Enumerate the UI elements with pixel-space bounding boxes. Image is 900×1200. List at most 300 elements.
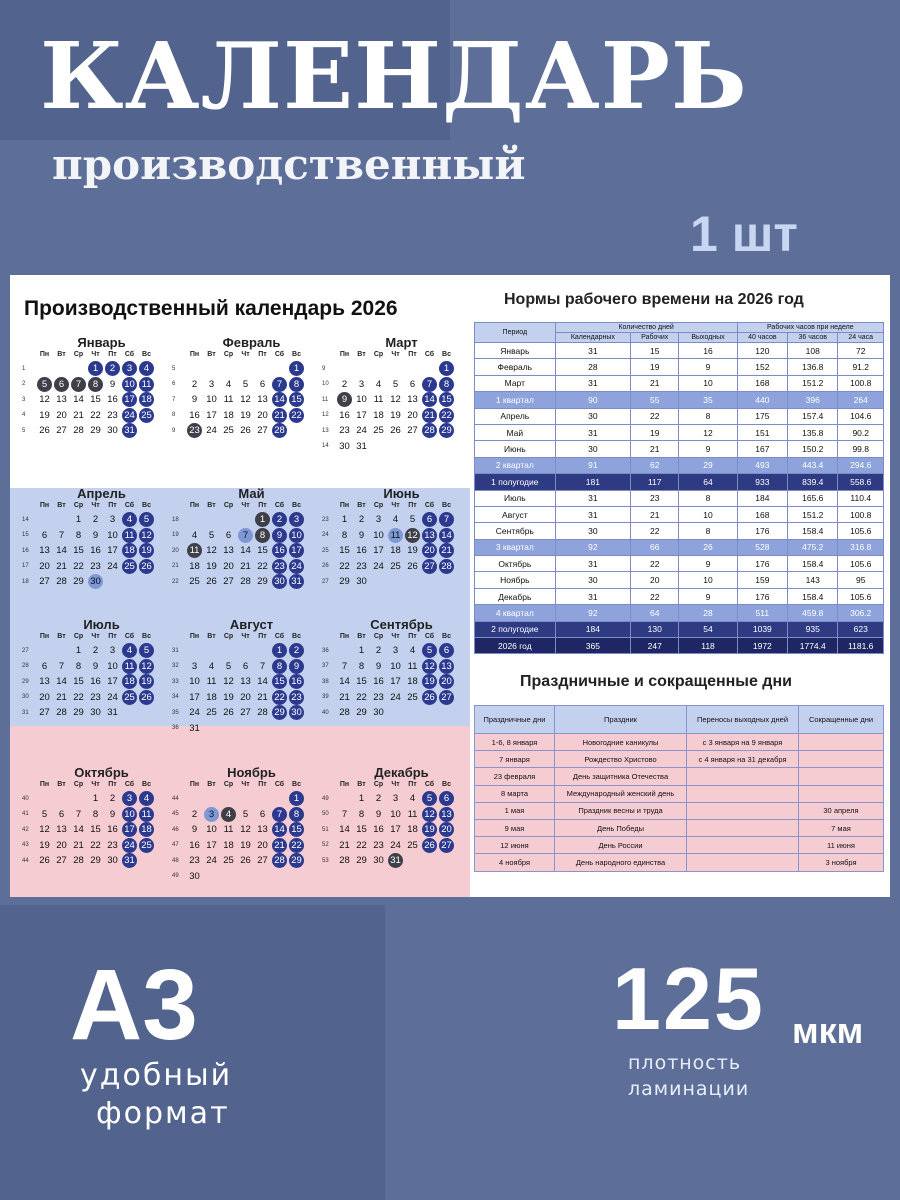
empty-cell bbox=[387, 705, 404, 720]
norms-period-cell: 2 полугодие bbox=[475, 621, 556, 637]
weekday-header bbox=[186, 502, 317, 512]
empty-cell bbox=[421, 705, 438, 720]
week-number: 23 bbox=[322, 516, 329, 523]
holiday-row bbox=[475, 802, 884, 819]
norms-value-cell: 264 bbox=[838, 392, 884, 408]
empty-cell bbox=[186, 791, 203, 806]
day-cell: 30 bbox=[373, 855, 384, 867]
day-cell: 14 bbox=[56, 545, 67, 557]
empty-cell bbox=[220, 869, 237, 884]
day-cell: 27 bbox=[56, 425, 67, 437]
norms-value-cell: 168 bbox=[737, 506, 787, 522]
empty-cell bbox=[288, 869, 305, 884]
norms-value-cell: 1972 bbox=[737, 638, 787, 654]
day-off: 12 bbox=[422, 659, 437, 674]
week-number: 27 bbox=[322, 578, 329, 585]
day-cell: 6 bbox=[41, 660, 48, 672]
day-cell: 28 bbox=[339, 707, 350, 719]
week-row bbox=[322, 791, 467, 807]
empty-cell bbox=[36, 361, 53, 376]
day-cell: 12 bbox=[206, 545, 217, 557]
holiday-cell: 23 февраля bbox=[475, 768, 555, 785]
empty-cell bbox=[438, 574, 455, 589]
norms-period-cell: Август bbox=[475, 506, 556, 522]
weekday-label: Вт bbox=[357, 351, 366, 358]
weekday-label: Сб bbox=[274, 502, 285, 509]
day-cell: 22 bbox=[257, 560, 268, 572]
month-name: Март bbox=[385, 335, 418, 350]
norms-value-cell: 19 bbox=[631, 359, 679, 375]
day-cell: 19 bbox=[206, 560, 217, 572]
weekday-label: Вс bbox=[442, 781, 451, 788]
day-cell: 23 bbox=[356, 560, 367, 572]
day-cell: 16 bbox=[90, 545, 101, 557]
day-cell: 27 bbox=[56, 855, 67, 867]
week-row bbox=[172, 822, 317, 838]
week-row bbox=[172, 690, 317, 706]
day-off: 3 bbox=[122, 361, 137, 376]
day-cell: 30 bbox=[189, 870, 200, 882]
weekday-label: Пн bbox=[189, 633, 200, 640]
day-cell: 20 bbox=[257, 839, 268, 851]
day-cell: 16 bbox=[189, 409, 200, 421]
week-number: 44 bbox=[22, 857, 29, 864]
holidays-table bbox=[474, 705, 884, 872]
weekday-label: Вт bbox=[207, 351, 216, 358]
weekday-label: Сб bbox=[424, 351, 435, 358]
day-off: 8 bbox=[272, 659, 287, 674]
day-cell: 9 bbox=[191, 394, 198, 406]
weekday-label: Ср bbox=[373, 781, 384, 788]
holiday-cell bbox=[687, 802, 799, 819]
week-number: 40 bbox=[322, 709, 329, 716]
norms-value-cell: 933 bbox=[737, 474, 787, 490]
norms-value-cell: 62 bbox=[631, 457, 679, 473]
day-cell: 23 bbox=[90, 691, 101, 703]
weekday-label: Ср bbox=[223, 351, 234, 358]
day-cell: 12 bbox=[39, 394, 50, 406]
day-cell: 17 bbox=[390, 676, 401, 688]
month-name: Июль bbox=[83, 617, 120, 632]
day-cell: 28 bbox=[73, 855, 84, 867]
day-cell: 13 bbox=[240, 676, 251, 688]
day-cell: 21 bbox=[339, 839, 350, 851]
norms-value-cell: 90.2 bbox=[838, 424, 884, 440]
month-name: Май bbox=[238, 486, 265, 501]
day-cell: 18 bbox=[189, 560, 200, 572]
month-block bbox=[172, 335, 317, 439]
day-cell: 14 bbox=[257, 676, 268, 688]
week-row bbox=[22, 807, 167, 823]
day-off: 5 bbox=[139, 512, 154, 527]
day-cell: 2 bbox=[375, 793, 382, 805]
weekday-label: Чт bbox=[91, 633, 100, 640]
week-row bbox=[172, 721, 317, 737]
weekday-label: Чт bbox=[241, 502, 250, 509]
holidays-head-transfers: Переносы выходных дней bbox=[687, 706, 799, 734]
week-row bbox=[172, 643, 317, 659]
empty-cell bbox=[237, 643, 254, 658]
empty-cell bbox=[237, 512, 254, 527]
week-number: 50 bbox=[322, 811, 329, 818]
weekday-label: Сб bbox=[274, 781, 285, 788]
norms-col-work: Рабочих bbox=[631, 333, 679, 343]
week-number: 15 bbox=[22, 532, 29, 539]
norms-value-cell: 31 bbox=[555, 556, 630, 572]
norms-period-cell: Сентябрь bbox=[475, 523, 556, 539]
day-off: 7 bbox=[439, 512, 454, 527]
empty-cell bbox=[138, 853, 155, 868]
week-number: 16 bbox=[22, 547, 29, 554]
norms-col-off: Выходных bbox=[679, 333, 737, 343]
holiday-day: 7 bbox=[71, 377, 86, 392]
day-cell: 16 bbox=[189, 839, 200, 851]
weekday-label: Вс bbox=[442, 502, 451, 509]
day-cell: 5 bbox=[208, 529, 215, 541]
weekday-label: Пн bbox=[339, 781, 350, 788]
week-number: 20 bbox=[172, 547, 179, 554]
day-cell: 26 bbox=[240, 425, 251, 437]
holiday-cell: 12 июня bbox=[475, 837, 555, 854]
weekday-label: Ср bbox=[223, 781, 234, 788]
week-number: 18 bbox=[22, 578, 29, 585]
day-cell: 2 bbox=[341, 378, 348, 390]
empty-cell bbox=[271, 869, 288, 884]
week-row bbox=[322, 439, 467, 455]
week-number: 52 bbox=[322, 842, 329, 849]
week-number: 47 bbox=[172, 842, 179, 849]
day-cell: 28 bbox=[339, 855, 350, 867]
day-off: 5 bbox=[139, 643, 154, 658]
norms-value-cell: 10 bbox=[679, 375, 737, 391]
empty-cell bbox=[203, 721, 220, 736]
holiday-cell bbox=[799, 785, 884, 802]
day-cell: 17 bbox=[107, 676, 118, 688]
norms-value-cell: 10 bbox=[679, 506, 737, 522]
norms-value-cell: 396 bbox=[788, 392, 838, 408]
norms-row bbox=[475, 359, 884, 375]
day-cell: 23 bbox=[107, 839, 118, 851]
short-day: 11 bbox=[388, 528, 403, 543]
norms-period-cell: Март bbox=[475, 375, 556, 391]
density-caption-1: плотность bbox=[628, 1052, 742, 1074]
day-off: 24 bbox=[289, 559, 304, 574]
norms-value-cell: 92 bbox=[555, 539, 630, 555]
weekday-label: Чт bbox=[241, 351, 250, 358]
day-cell: 2 bbox=[92, 514, 99, 526]
weekday-label: Вт bbox=[207, 781, 216, 788]
day-cell: 19 bbox=[240, 839, 251, 851]
day-cell: 9 bbox=[191, 824, 198, 836]
day-off: 17 bbox=[122, 392, 137, 407]
day-cell: 29 bbox=[339, 576, 350, 588]
norms-value-cell: 135.8 bbox=[788, 424, 838, 440]
norms-value-cell: 22 bbox=[631, 556, 679, 572]
day-off: 13 bbox=[439, 807, 454, 822]
week-number: 5 bbox=[172, 365, 176, 372]
day-cell: 17 bbox=[373, 545, 384, 557]
day-cell: 26 bbox=[240, 855, 251, 867]
density-caption-2: ламинации bbox=[628, 1078, 750, 1100]
day-off: 8 bbox=[289, 807, 304, 822]
month-name: Ноябрь bbox=[227, 765, 276, 780]
week-number: 2 bbox=[22, 381, 26, 388]
week-row bbox=[22, 838, 167, 854]
day-cell: 28 bbox=[240, 576, 251, 588]
weekday-label: Чт bbox=[241, 633, 250, 640]
day-cell: 11 bbox=[223, 394, 234, 406]
day-off: 20 bbox=[439, 674, 454, 689]
norms-value-cell: 459.8 bbox=[788, 605, 838, 621]
day-cell: 30 bbox=[107, 855, 118, 867]
week-number: 34 bbox=[172, 694, 179, 701]
weekday-label: Вс bbox=[292, 351, 301, 358]
day-off: 28 bbox=[439, 559, 454, 574]
day-cell: 21 bbox=[56, 560, 67, 572]
day-off: 10 bbox=[122, 377, 137, 392]
day-off: 14 bbox=[422, 392, 437, 407]
norms-value-cell: 1039 bbox=[737, 621, 787, 637]
week-number: 38 bbox=[322, 678, 329, 685]
empty-cell bbox=[53, 361, 70, 376]
week-number: 21 bbox=[172, 563, 179, 570]
day-cell: 6 bbox=[259, 808, 266, 820]
week-row bbox=[322, 528, 467, 544]
day-cell: 2 bbox=[191, 808, 198, 820]
day-cell: 1 bbox=[75, 645, 82, 657]
norms-value-cell: 100.8 bbox=[838, 506, 884, 522]
holiday-cell bbox=[687, 837, 799, 854]
day-cell: 17 bbox=[390, 824, 401, 836]
week-number: 41 bbox=[22, 811, 29, 818]
norms-period-cell: 2026 год bbox=[475, 638, 556, 654]
holiday-cell: День Победы bbox=[555, 819, 687, 836]
day-cell: 14 bbox=[73, 394, 84, 406]
week-row bbox=[322, 807, 467, 823]
week-number: 4 bbox=[22, 412, 26, 419]
norms-value-cell: 22 bbox=[631, 523, 679, 539]
weekday-label: Ср bbox=[73, 502, 84, 509]
day-off: 8 bbox=[439, 377, 454, 392]
day-off: 6 bbox=[439, 791, 454, 806]
month-block bbox=[22, 617, 167, 721]
day-cell: 9 bbox=[375, 808, 382, 820]
day-cell: 29 bbox=[73, 576, 84, 588]
empty-cell bbox=[53, 791, 70, 806]
norms-value-cell: 117 bbox=[631, 474, 679, 490]
day-off: 30 bbox=[289, 705, 304, 720]
week-row bbox=[22, 822, 167, 838]
day-cell: 20 bbox=[240, 691, 251, 703]
day-cell: 10 bbox=[390, 808, 401, 820]
weekday-label: Вс bbox=[142, 351, 151, 358]
day-off: 1 bbox=[289, 361, 304, 376]
day-off: 15 bbox=[289, 392, 304, 407]
norms-value-cell: 152 bbox=[737, 359, 787, 375]
empty-cell bbox=[271, 361, 288, 376]
week-row bbox=[172, 377, 317, 393]
weekday-header bbox=[36, 633, 167, 643]
norms-row bbox=[475, 490, 884, 506]
norms-value-cell: 20 bbox=[631, 572, 679, 588]
day-cell: 21 bbox=[73, 839, 84, 851]
day-cell: 6 bbox=[41, 529, 48, 541]
day-cell: 5 bbox=[41, 808, 48, 820]
day-cell: 25 bbox=[390, 560, 401, 572]
week-number: 31 bbox=[172, 647, 179, 654]
day-cell: 3 bbox=[208, 378, 215, 390]
norms-value-cell: 159 bbox=[737, 572, 787, 588]
empty-cell bbox=[70, 791, 87, 806]
week-number: 1 bbox=[22, 365, 26, 372]
day-off: 4 bbox=[139, 361, 154, 376]
week-number: 49 bbox=[172, 873, 179, 880]
day-off: 16 bbox=[272, 543, 287, 558]
holiday-day: 4 bbox=[221, 807, 236, 822]
weekday-label: Вс bbox=[442, 633, 451, 640]
day-cell: 12 bbox=[240, 824, 251, 836]
norms-value-cell: 31 bbox=[555, 375, 630, 391]
month-block bbox=[172, 486, 317, 590]
norms-title: Нормы рабочего времени на 2026 год bbox=[504, 291, 804, 308]
weekday-label: Вт bbox=[207, 633, 216, 640]
week-number: 8 bbox=[172, 412, 176, 419]
day-cell: 16 bbox=[90, 676, 101, 688]
holiday-cell: 11 июня bbox=[799, 837, 884, 854]
weekday-label: Сб bbox=[274, 351, 285, 358]
norms-period-cell: Декабрь bbox=[475, 588, 556, 604]
norms-value-cell: 108 bbox=[788, 343, 838, 359]
day-cell: 4 bbox=[208, 660, 215, 672]
norms-row bbox=[475, 572, 884, 588]
week-row bbox=[22, 392, 167, 408]
norms-head-days: Количество дней bbox=[555, 323, 737, 333]
week-row bbox=[322, 559, 467, 575]
month-name: Январь bbox=[77, 335, 126, 350]
norms-value-cell: 839.4 bbox=[788, 474, 838, 490]
weekday-label: Ср bbox=[73, 633, 84, 640]
product-title: КАЛЕНДАРЬ bbox=[40, 22, 748, 130]
day-cell: 8 bbox=[358, 808, 365, 820]
day-off: 25 bbox=[122, 559, 137, 574]
week-number: 9 bbox=[172, 427, 176, 434]
day-off: 3 bbox=[122, 791, 137, 806]
day-cell: 10 bbox=[206, 394, 217, 406]
week-number: 44 bbox=[172, 795, 179, 802]
day-cell: 12 bbox=[39, 824, 50, 836]
empty-cell bbox=[203, 361, 220, 376]
day-cell: 20 bbox=[257, 409, 268, 421]
week-row bbox=[22, 643, 167, 659]
day-cell: 22 bbox=[356, 691, 367, 703]
empty-cell bbox=[404, 361, 421, 376]
weekday-label: Ср bbox=[373, 633, 384, 640]
day-cell: 12 bbox=[390, 394, 401, 406]
day-cell: 29 bbox=[90, 855, 101, 867]
week-number: 39 bbox=[322, 694, 329, 701]
weekday-header bbox=[336, 502, 467, 512]
holiday-cell: 9 мая bbox=[475, 819, 555, 836]
empty-cell bbox=[220, 791, 237, 806]
norms-value-cell: 15 bbox=[631, 343, 679, 359]
day-cell: 29 bbox=[73, 707, 84, 719]
day-off: 11 bbox=[139, 377, 154, 392]
day-off: 24 bbox=[122, 838, 137, 853]
day-cell: 11 bbox=[373, 394, 384, 406]
weekday-label: Вт bbox=[57, 502, 66, 509]
day-cell: 15 bbox=[339, 545, 350, 557]
day-cell: 28 bbox=[257, 707, 268, 719]
day-off: 7 bbox=[272, 807, 287, 822]
day-cell: 16 bbox=[107, 394, 118, 406]
week-number: 29 bbox=[22, 678, 29, 685]
day-cell: 26 bbox=[223, 707, 234, 719]
day-cell: 6 bbox=[409, 378, 416, 390]
month-block bbox=[22, 335, 167, 439]
week-row bbox=[22, 408, 167, 424]
day-cell: 5 bbox=[392, 378, 399, 390]
week-row bbox=[172, 838, 317, 854]
weekday-label: Вс bbox=[292, 502, 301, 509]
day-off: 28 bbox=[272, 853, 287, 868]
day-cell: 26 bbox=[390, 425, 401, 437]
empty-cell bbox=[138, 574, 155, 589]
holiday-cell bbox=[799, 751, 884, 768]
month-name: Октябрь bbox=[74, 765, 129, 780]
day-off: 1 bbox=[439, 361, 454, 376]
norms-value-cell: 8 bbox=[679, 408, 737, 424]
day-cell: 13 bbox=[257, 394, 268, 406]
week-number: 10 bbox=[322, 381, 329, 388]
day-cell: 19 bbox=[407, 545, 418, 557]
weekday-label: Ср bbox=[373, 502, 384, 509]
day-off: 20 bbox=[422, 543, 437, 558]
day-cell: 3 bbox=[191, 660, 198, 672]
week-row bbox=[172, 392, 317, 408]
empty-cell bbox=[387, 574, 404, 589]
norms-value-cell: 91 bbox=[555, 457, 630, 473]
day-cell: 10 bbox=[107, 529, 118, 541]
empty-cell bbox=[404, 574, 421, 589]
norms-row bbox=[475, 621, 884, 637]
day-off: 6 bbox=[422, 512, 437, 527]
day-cell: 6 bbox=[242, 660, 249, 672]
day-cell: 1 bbox=[75, 514, 82, 526]
week-row bbox=[22, 377, 167, 393]
empty-cell bbox=[237, 361, 254, 376]
day-off: 29 bbox=[272, 705, 287, 720]
holiday-cell: с 4 января на 31 декабря bbox=[687, 751, 799, 768]
day-cell: 25 bbox=[407, 691, 418, 703]
norms-value-cell: 95 bbox=[838, 572, 884, 588]
norms-value-cell: 176 bbox=[737, 556, 787, 572]
holiday-cell: 7 мая bbox=[799, 819, 884, 836]
day-cell: 14 bbox=[56, 676, 67, 688]
norms-value-cell: 30 bbox=[555, 523, 630, 539]
month-block bbox=[172, 617, 317, 736]
weekday-header bbox=[36, 351, 167, 361]
norms-value-cell: 21 bbox=[631, 375, 679, 391]
day-cell: 24 bbox=[107, 691, 118, 703]
day-cell: 12 bbox=[240, 394, 251, 406]
day-cell: 7 bbox=[341, 808, 348, 820]
empty-cell bbox=[288, 423, 305, 438]
day-off: 4 bbox=[122, 643, 137, 658]
weekday-label: Пн bbox=[39, 502, 50, 509]
holiday-cell: Международный женский день bbox=[555, 785, 687, 802]
weekday-header bbox=[36, 781, 167, 791]
day-cell: 11 bbox=[206, 676, 217, 688]
